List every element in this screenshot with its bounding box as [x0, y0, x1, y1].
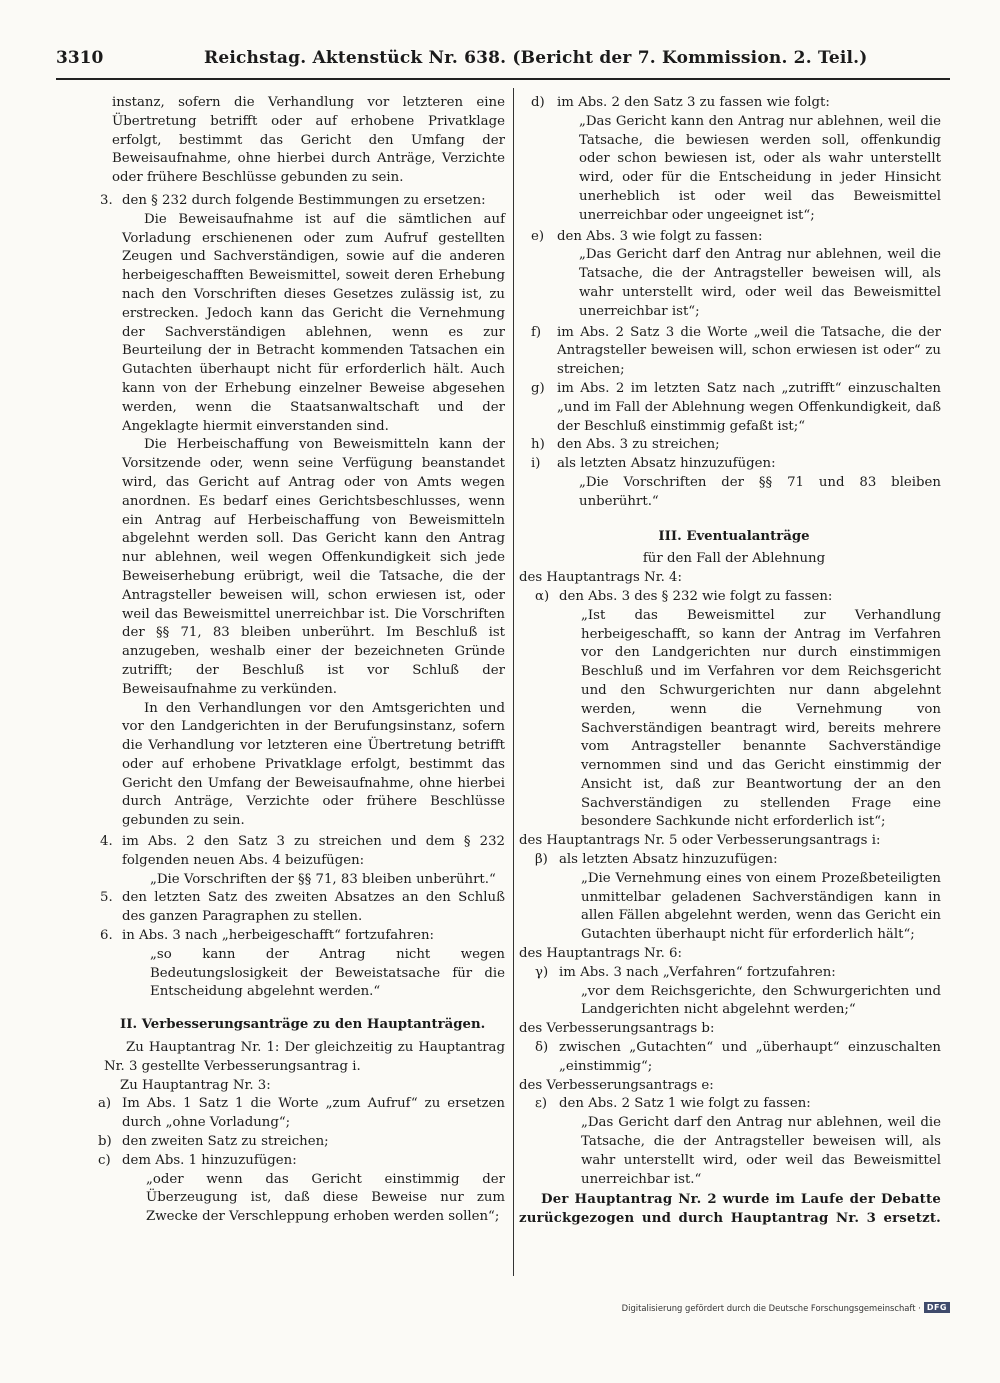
list-text: als letzten Absatz hinzuzufügen:: [557, 456, 776, 472]
funding-footer: [622, 1302, 950, 1313]
list-item-h: [527, 436, 941, 455]
list-label: a): [98, 1096, 112, 1112]
list-label: ε): [535, 1096, 548, 1112]
list-label: 4.: [100, 834, 113, 850]
section-heading: III. Eventualanträge: [658, 528, 810, 544]
list-label: 5.: [100, 890, 113, 906]
paragraph: des Hauptantrags Nr. 6:: [519, 946, 682, 962]
list-item-d: [527, 94, 941, 113]
list-label: δ): [535, 1040, 549, 1056]
quote: „Die Vernehmung eines von einem Prozeßbeteiligten unmittelbar geladenen Sachverständigen kann in allen Fällen abgelehnt werden, wenn das Gericht ein Gutachten überhaupt nicht für erforderlich hält“;: [581, 870, 941, 943]
list-label: c): [98, 1152, 111, 1168]
closing-statement: Der Hauptantrag Nr. 2 wurde im Laufe der Debatte zurückgezogen und durch Hauptantrag Nr. 3 ersetzt.: [519, 1192, 941, 1227]
list-text: den zweiten Satz zu streichen;: [122, 1134, 329, 1150]
quote: „vor dem Reichsgerichte, den Schwurgerichten und Landgerichten nicht abgelehnt werden;“: [581, 983, 941, 1018]
list-text: den § 232 durch folgende Bestimmungen zu ersetzen:: [122, 192, 486, 208]
right-column: [519, 94, 941, 1229]
paragraph: des Verbesserungsantrags e:: [519, 1077, 714, 1093]
list-text: als letzten Absatz hinzuzufügen:: [559, 852, 778, 868]
paragraph: Zu Hauptantrag Nr. 3:: [120, 1077, 271, 1093]
paragraph: Die Herbeischaffung von Beweismitteln kann der Vorsitzende oder, wenn seine Verfügung beanstandet wird, das Gericht auf Antrag oder von Amts wegen anordnen. Es bedarf eines Gerichtsbeschlusses, wenn ein Antrag auf Herbeischaffung von Beweismitteln abgelehnt werden soll. Das Gericht kann den Antrag nur ablehnen, weil wegen Offenkundigkeit sich jede Beweiserhebung erübrigt, weil die Tatsache, die der Antragsteller beweisen will, schon erwiesen ist, oder weil das Beweismittel unerreichbar ist. Die Vorschriften der §§ 71, 83 bleiben unberührt. Im Beschluß ist anzugeben, weshalb einer der bezeichneten Gründe zutrifft; der Beschluß ist vor Schluß der Beweisaufnahme zu verkünden.: [122, 437, 505, 697]
quote: „oder wenn das Gericht einstimmig der Überzeugung ist, daß diese Beweise nur zum Zwecke der Verschleppung erhoben werden sollen“;: [146, 1171, 505, 1225]
paragraph: Die Beweisaufnahme ist auf die sämtlichen auf Vorladung erschienenen oder zum Aufruf gestellten Zeugen und Sachverständigen, sowie auf die anderen herbeigeschafften Beweismittel, soweit deren Erhebung nach den Vorschriften dieses Gesetzes zulässig ist, zu erstrecken. Jedoch kann das Gericht die Vernehmung der Sachverständigen ablehnen, wenn es zur Beurteilung der in Betracht kommenden Tatsachen ein Gutachten überhaupt nicht für erforderlich hält. Auch kann von der Erhebung einzelner Beweise abgesehen werden, wenn die Staatsanwaltschaft und der Angeklagte hiermit einverstanden sind.: [122, 211, 505, 434]
list-text: den Abs. 3 des § 232 wie folgt zu fassen:: [559, 588, 833, 604]
paragraph: In den Verhandlungen vor den Amtsgerichten und vor den Landgerichten in der Berufungsinstanz, sofern die Verhandlung vor letzteren eine Übertretung betrifft oder auf erhobene Privatklage erfolgt, bestimmt das Gericht den Umfang der Beweisaufnahme, ohne hierbei durch Anträge, Verzichte oder frühere Beschlüsse gebunden zu sein.: [122, 700, 505, 829]
list-item-6: [100, 927, 505, 946]
quote: „Das Gericht kann den Antrag nur ablehnen, weil die Tatsache, die bewiesen werden soll, offenkundig oder schon bewiesen ist, oder als wahr unterstellt wird, oder für die Entscheidung in jeder Hinsicht unerheblich ist oder weil das Beweismittel unerreichbar oder ungeeignet ist“;: [579, 113, 941, 223]
list-item-epsilon: [527, 1095, 941, 1114]
list-item-f: [527, 324, 941, 380]
list-item-3: [100, 192, 505, 211]
list-text: dem Abs. 1 hinzuzufügen:: [122, 1152, 297, 1168]
quote: „Das Gericht darf den Antrag nur ablehnen, weil die Tatsache, die der Antragsteller beweisen will, als wahr unterstellt wird, oder weil das Beweismittel unerreichbar ist.“: [581, 1115, 941, 1187]
list-label: β): [535, 852, 548, 868]
quote: „so kann der Antrag nicht wegen Bedeutungslosigkeit der Beweistatsache für die Entscheidung abgelehnt werden.“: [150, 946, 505, 1000]
list-text: im Abs. 2 den Satz 3 zu streichen und dem § 232 folgenden neuen Abs. 4 beizufügen:: [122, 834, 505, 868]
paragraph: des Hauptantrags Nr. 5 oder Verbesserungsantrags i:: [519, 833, 881, 849]
list-item-i: [527, 455, 941, 474]
list-label: f): [531, 324, 542, 340]
quote: „Die Vorschriften der §§ 71 und 83 bleiben unberührt.“: [579, 474, 941, 509]
left-column: [98, 94, 505, 1227]
section-subheading: für den Fall der Ablehnung: [642, 551, 826, 567]
list-label: α): [535, 588, 550, 604]
list-item-beta: [527, 851, 941, 870]
list-text: den Abs. 3 zu streichen;: [557, 437, 720, 453]
list-item-a: [98, 1095, 505, 1133]
list-item-g: [527, 380, 941, 436]
quote: „Ist das Beweismittel zur Verhandlung herbeigeschafft, so kann der Antrag im Verfahren vor den Landgerichten nur durch einstimmigen Beschluß und im Verfahren vor dem Reichsgericht und den Schwurgerichten nur dann abgelehnt werden, wenn die Vernehmung von Sachverständigen beantragt wird, bereits mehrere vom Antragsteller benannte Sachverständige vernommen sind und das Gericht einstimmig der Ansicht ist, daß zur Beantwortung der an den Sachverständigen zu stellenden Frage eine besondere Sachkunde nicht erforderlich ist“;: [581, 607, 941, 830]
list-item-gamma: [527, 964, 941, 983]
list-label: i): [531, 456, 541, 472]
list-label: 6.: [100, 928, 113, 944]
list-text: zwischen „Gutachten“ und „überhaupt“ einzuschalten „einstimmig“;: [559, 1040, 941, 1074]
quote: „Das Gericht darf den Antrag nur ablehnen, weil die Tatsache, die der Antragsteller beweisen will, als wahr unterstellt wird, oder weil das Beweismittel unerreichbar ist“;: [579, 247, 941, 319]
page-number: 3310: [56, 48, 104, 68]
list-text: im Abs. 2 Satz 3 die Worte „weil die Tatsache, die der Antragsteller beweisen will, schon erwiesen ist oder“ zu streichen;: [557, 324, 941, 378]
running-title: Reichstag. Aktenstück Nr. 638. (Bericht der 7. Kommission. 2. Teil.): [204, 48, 868, 68]
list-text: im Abs. 2 den Satz 3 zu fassen wie folgt:: [557, 95, 830, 110]
list-label: d): [531, 95, 545, 110]
list-item-c: [98, 1152, 505, 1171]
continuation-paragraph: instanz, sofern die Verhandlung vor letzteren eine Übertretung betrifft oder auf erhobene Privatklage erfolgt, bestimmt das Gericht den Umfang der Beweisaufnahme, ohne hierbei durch Anträge, Verzichte oder frühere Beschlüsse gebunden zu sein.: [112, 95, 505, 186]
list-item-delta: [527, 1039, 941, 1077]
list-text: im Abs. 2 im letzten Satz nach „zutrifft“ einzuschalten „und im Fall der Ablehnung wegen Offenkundigkeit, daß der Beschluß einstimmig gefaßt ist;“: [557, 380, 941, 434]
list-label: e): [531, 228, 545, 244]
list-item-b: [98, 1133, 505, 1152]
list-text: den Abs. 3 wie folgt zu fassen:: [557, 228, 763, 244]
list-item-alpha: [527, 588, 941, 607]
list-text: Im Abs. 1 Satz 1 die Worte „zum Aufruf“ zu ersetzen durch „ohne Vorladung“;: [122, 1096, 505, 1131]
list-label: g): [531, 380, 545, 396]
list-label: 3.: [100, 192, 113, 208]
list-item-5: [100, 889, 505, 927]
section-heading: II. Verbesserungsanträge zu den Hauptanträgen.: [120, 1017, 486, 1033]
list-label: γ): [535, 964, 549, 980]
list-label: b): [98, 1134, 112, 1150]
list-text: den letzten Satz des zweiten Absatzes an den Schluß des ganzen Paragraphen zu stellen.: [122, 890, 505, 925]
list-label: h): [531, 437, 545, 453]
paragraph: Zu Hauptantrag Nr. 1: Der gleichzeitig zu Hauptantrag Nr. 3 gestellte Verbesserungsantrag i.: [104, 1040, 505, 1074]
list-text: im Abs. 3 nach „Verfahren“ fortzufahren:: [559, 964, 836, 980]
header-rule: [56, 78, 950, 80]
paragraph: des Verbesserungsantrags b:: [519, 1021, 715, 1037]
list-text: in Abs. 3 nach „herbeigeschafft“ fortzufahren:: [122, 928, 434, 944]
list-item-e: [527, 228, 941, 247]
dfg-logo: DFG: [924, 1302, 950, 1313]
funding-note: Digitalisierung gefördert durch die Deutsche Forschungsgemeinschaft ·: [621, 1302, 921, 1313]
quote: „Die Vorschriften der §§ 71, 83 bleiben unberührt.“: [150, 871, 496, 887]
column-divider: [513, 88, 514, 1276]
list-text: den Abs. 2 Satz 1 wie folgt zu fassen:: [559, 1096, 811, 1112]
list-item-4: [100, 833, 505, 871]
paragraph: des Hauptantrags Nr. 4:: [519, 570, 682, 586]
